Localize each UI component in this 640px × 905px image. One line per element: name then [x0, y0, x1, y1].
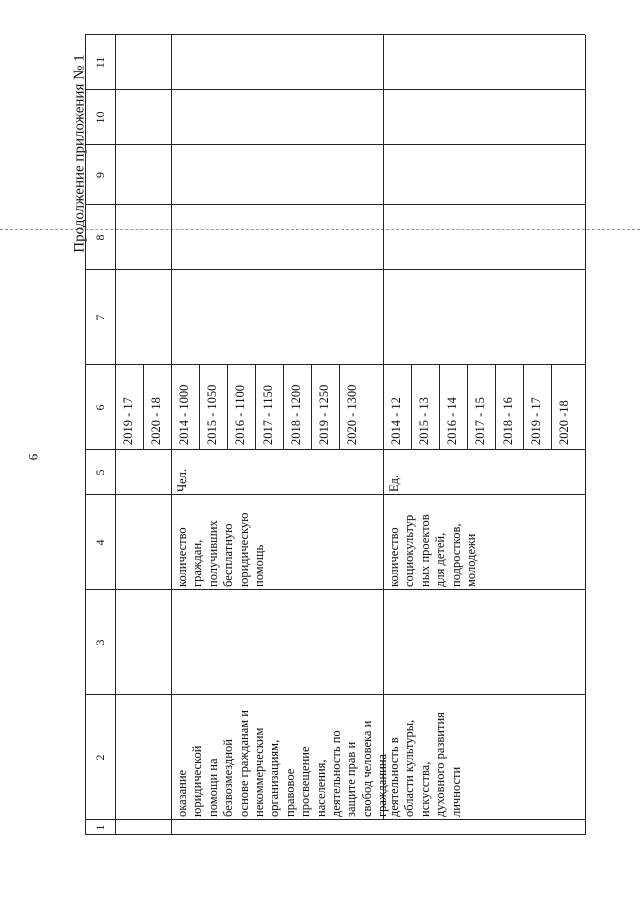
cell-value-culture-5: 2019 - 17	[529, 397, 543, 445]
cell-value-legal-3: 2017 - 1150	[261, 385, 275, 445]
table-border-bottom	[585, 35, 586, 835]
cell-c6-top-0: 2019 - 17	[121, 397, 135, 445]
cell-value-legal-6: 2020 - 1300	[345, 384, 359, 445]
cell-unit-legal: Чел.	[175, 468, 189, 492]
col-header-9: 9	[92, 172, 107, 178]
cell-value-culture-6: 2020 -18	[557, 400, 571, 445]
appendix-title: Продолжение приложения № 1	[71, 54, 88, 253]
col-header-7: 7	[92, 314, 107, 321]
cell-value-legal-4: 2018 - 1200	[289, 384, 303, 445]
col-header-6: 6	[92, 404, 107, 411]
header-separator	[115, 35, 116, 835]
cell-value-culture-3: 2017 - 15	[473, 397, 487, 445]
cell-value-culture-4: 2018 - 16	[501, 397, 515, 445]
cell-c6-top-1: 2020 - 18	[149, 397, 163, 445]
col-header-5: 5	[92, 469, 107, 476]
cell-activity-culture: деятельность в области культуры, искусства, духовного развития личности	[387, 712, 463, 817]
cell-indicator-legal: количество граждан, получивших бесплатную юридическую помощь	[175, 512, 267, 587]
col-header-3: 3	[92, 639, 107, 646]
cell-unit-culture: Ед.	[387, 474, 401, 492]
col-header-2: 2	[92, 754, 107, 761]
cell-value-culture-0: 2014 - 12	[389, 397, 403, 445]
cell-activity-legal: оказание юридической помощи на безвозмездной основе гражданам и некоммерческим организациям, правовое просвещение населения, деятельность по защите прав и свобод человека и гражданина	[175, 710, 390, 817]
col-header-11: 11	[92, 56, 107, 69]
cell-indicator-culture: количество социокультур ных проектов для детей, подростков, молодежи	[387, 514, 479, 587]
cell-value-legal-2: 2016 - 1100	[233, 385, 247, 445]
cell-value-culture-1: 2015 - 13	[417, 397, 431, 445]
cell-value-culture-2: 2016 - 14	[445, 397, 459, 445]
cell-value-legal-0: 2014 - 1000	[177, 384, 191, 445]
col-header-1: 1	[92, 824, 107, 831]
page-number: 6	[25, 453, 41, 461]
col-header-8: 8	[92, 234, 107, 241]
data-table	[85, 35, 585, 835]
cell-value-legal-1: 2015 - 1050	[205, 384, 219, 445]
cell-value-legal-5: 2019 - 1250	[317, 384, 331, 445]
col-header-10: 10	[92, 111, 107, 124]
col-header-4: 4	[92, 539, 107, 546]
